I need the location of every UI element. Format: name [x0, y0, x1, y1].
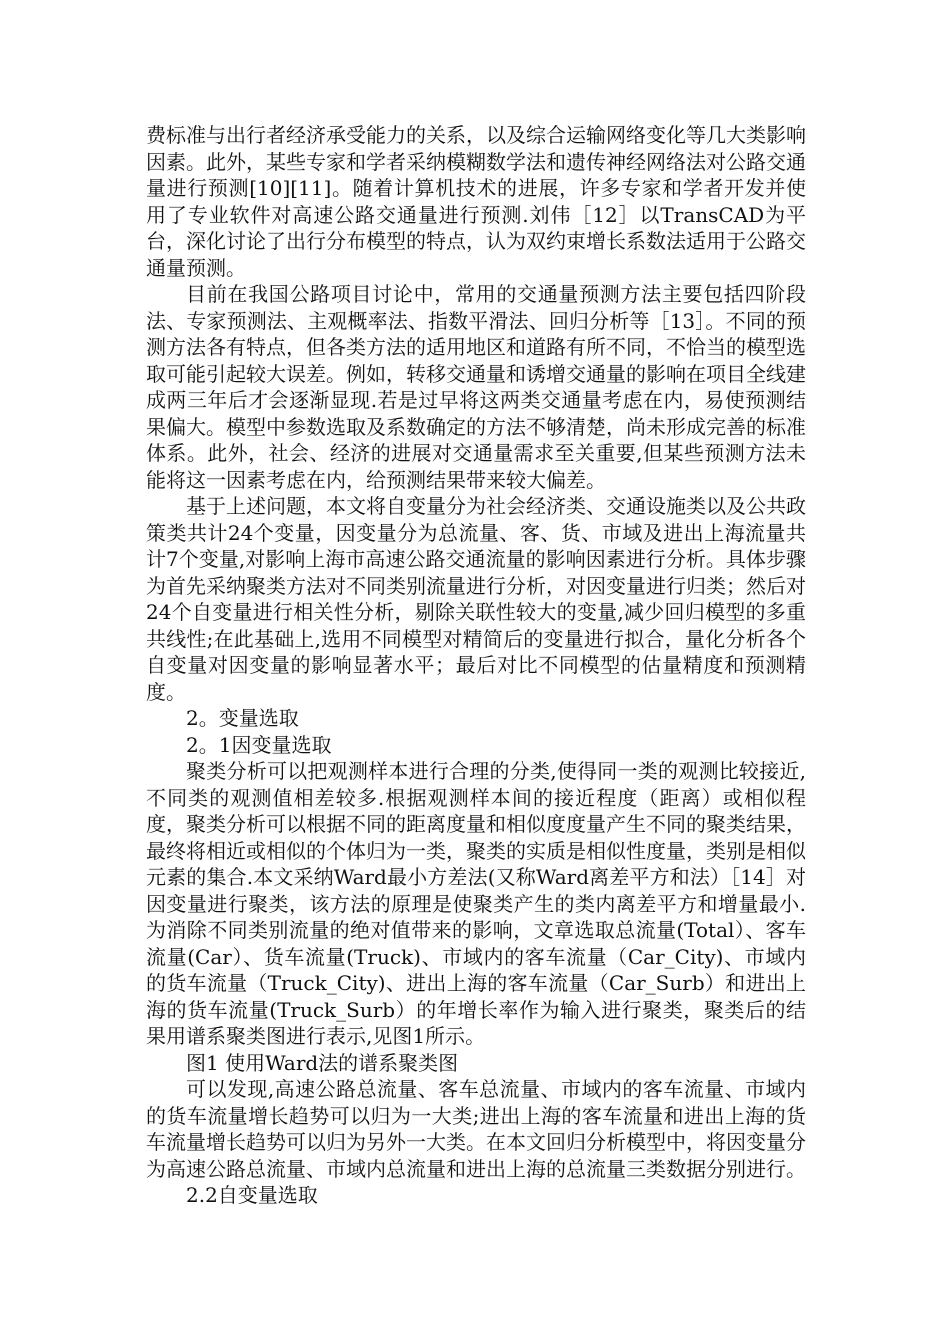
paragraph-cluster-analysis: 聚类分析可以把观测样本进行合理的分类,使得同一类的观测比较接近,不同类的观测值相差较多.根据观测样本间的接近程度（距离）或相似程度，聚类分析可以根据不同的距离度量和相似度度量产生不同的聚类结果，最终将相近或相似的个体归为一类，聚类的实质是相似性度量，类别是相似元素的集合.本文采纳Ward最小方差法(又称Ward离差平方和法）［14］对因变量进行聚类，该方法的原理是使聚类产生的类内离差平方和增量最小.为消除不同类别流量的绝对值带来的影响，文章选取总流量(Total）、客车流量(Car）、货车流量(Truck)、市域内的客车流量（Car_City)、市域内的货车流量（Truck_City)、进出上海的客车流量（Car_Surb）和进出上海的货车流量(Truck_Surb）的年增长率作为输入进行聚类，聚类后的结果用谱系聚类图进行表示,见图1所示。	[146, 759, 806, 1048]
paragraph-research-approach: 基于上述问题，本文将自变量分为社会经济类、交通设施类以及公共政策类共计24个变量，因变量分为总流量、客、货、市域及进出上海流量共计7个变量,对影响上海市高速公路交通流量的影响因素进行分析。具体步骤为首先采纳聚类方法对不同类别流量进行分析，对因变量进行归类；然后对24个自变量进行相关性分析，剔除关联性较大的变量,减少回归模型的多重共线性;在此基础上,选用不同模型对精简后的变量进行拟合，量化分析各个自变量对因变量的影响显著水平；最后对比不同模型的估量精度和预测精度。	[146, 494, 806, 704]
subsection-heading-dependent-variable: 2。1因变量选取	[186, 732, 332, 757]
paragraph-forecast-methods: 目前在我国公路项目讨论中，常用的交通量预测方法主要包括四阶段法、专家预测法、主观概率法、指数平滑法、回归分析等［13］。不同的预测方法各有特点，但各类方法的适用地区和道路有所不同，不恰当的模型选取可能引起较大误差。例如，转移交通量和诱增交通量的影响在项目全线建成两三年后才会逐渐显现.若是过早将这两类交通量考虑在内，易使预测结果偏大。模型中参数选取及系数确定的方法不够清楚，尚未形成完善的标准体系。此外，社会、经济的进展对交通量需求至关重要,但某些预测方法未能将这一因素考虑在内，给预测结果带来较大偏差。	[146, 282, 806, 492]
section-heading-variable-selection: 2。变量选取	[186, 706, 299, 730]
figure-caption: 图1 使用Ward法的谱系聚类图	[186, 1050, 459, 1075]
document-body	[146, 122, 806, 1209]
paragraph-cluster-result: 可以发现,高速公路总流量、客车总流量、市域内的客车流量、市域内的货车流量增长趋势可以归为一大类;进出上海的客车流量和进出上海的货车流量增长趋势可以归为另外一大类。在本文回归分析模型中，将因变量分为高速公路总流量、市域内总流量和进出上海的总流量三类数据分别进行。	[146, 1077, 806, 1181]
paragraph-continuation: 费标准与出行者经济承受能力的关系，以及综合运输网络变化等几大类影响因素。此外，某些专家和学者采纳模糊数学法和遗传神经网络法对公路交通量进行预测[10][11]。随着计算机技术的进展，许多专家和学者开发并使用了专业软件对高速公路交通量进行预测.刘伟［12］以TransCAD为平台，深化讨论了出行分布模型的特点，认为双约束增长系数法适用于公路交通量预测。	[146, 123, 806, 280]
subsection-heading-independent-variable: 2.2自变量选取	[186, 1183, 318, 1207]
